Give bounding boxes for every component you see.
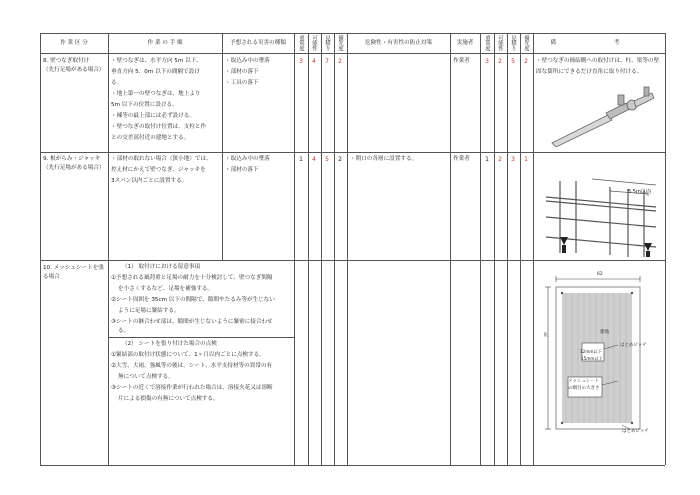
row8-step-8: との交差部付近の建地とする。 — [111, 135, 190, 141]
row8-step-7: ・壁つなぎの取付け位置は、支柱と作 — [111, 124, 207, 130]
row8-note-2: 固な箇所にできるだけ直角に取り付ける。 — [536, 69, 643, 75]
row8-hazard-1: ・取込み中の墜落 — [225, 58, 270, 64]
row8-estimate: 7 — [325, 58, 329, 65]
row8-severity: 3 — [299, 58, 303, 65]
row10-sub2: （2） シートを張り付けた場合の点検 — [122, 341, 217, 347]
col-rule-13 — [533, 33, 534, 465]
row9-likelihood-after: 2 — [498, 156, 502, 163]
row8-likelihood-after: 2 — [498, 58, 502, 65]
row8-step-3: る。 — [111, 80, 123, 86]
col-rule-9 — [480, 33, 481, 465]
row8-step-6: ・棟等の最上部には必ず設ける。 — [111, 113, 195, 119]
col-rule-7 — [347, 33, 348, 465]
row10-sub1: （1） 取付けにおける留意事項 — [122, 264, 201, 270]
row10-line1-2: を小さくするなど、足場を補強する。 — [118, 286, 214, 292]
col-rule-12 — [520, 33, 521, 465]
header-task-category: 作 業 区 分 — [60, 40, 88, 46]
row8-note-1: ・壁つなぎの締結側への取付けは、柱、梁等の堅 — [536, 58, 660, 64]
header-remarks: 備 考 — [550, 40, 648, 46]
col-rule-3 — [294, 33, 295, 465]
row9-hazard-1: ・取込み中の墜落 — [225, 156, 270, 162]
col-rule-8 — [450, 33, 451, 465]
row9-severity-after: 1 — [485, 156, 489, 163]
row10-line2-5: 片による損傷の有無について点検する。 — [118, 396, 219, 402]
rule-bottom — [40, 465, 665, 466]
col-rule-4 — [308, 33, 309, 465]
header-likelihood: 可能性 — [311, 35, 317, 52]
row10-line1-3: ②シート周囲を 35cm 以下の間隔で、隙間やたるみ等が生じない — [111, 297, 275, 303]
row9-fig-label: 5.5m以内 — [628, 189, 651, 195]
col-rule-6 — [334, 33, 335, 465]
row9-severity: 1 — [299, 156, 303, 163]
row9-step-1: ・部材の取れない場合（狭小地）では、 — [111, 156, 212, 162]
row10-line2-1: ①緊結部の取付け状態について、1ヶ月以内ごとに点検する。 — [111, 352, 265, 358]
row8-task: 8. 壁つなぎ取付け — [43, 58, 90, 64]
header-worker: 実施者 — [456, 40, 474, 46]
header-estimate-after: 見積り — [510, 35, 516, 52]
row9-priority-after: 1 — [524, 156, 528, 163]
row10-line1-5: ③シートの継合わせ部は、隙間が生じないように緊密に接合わせ — [111, 319, 273, 325]
rule-row8-bottom — [40, 152, 665, 153]
rule-header-bottom — [40, 53, 665, 54]
row8-priority: 2 — [338, 58, 342, 65]
rule-row9-bottom — [40, 260, 665, 261]
row9-task-note: （先行足場がある場合） — [43, 165, 105, 171]
row10-task: 10. メッシュシートを張 — [43, 265, 104, 271]
row9-step-3: 3スパン以内ごとに設置する。 — [111, 178, 188, 184]
header-measures: 危険性・有害性の防止対策 — [364, 40, 433, 46]
header-procedure: 作 業 の 手 順 — [147, 40, 183, 46]
row8-hazard-3: ・工具の落下 — [225, 80, 259, 86]
rule-row10-mid — [108, 337, 294, 338]
mesh-fig-pitch-1: 12mm以下 — [580, 349, 602, 354]
mesh-fig-mesh-1: メッシュシート — [568, 379, 600, 384]
rule-top — [40, 33, 665, 34]
row10-line1-4: ように足場に緊結する。 — [118, 308, 180, 314]
row10-line2-4: ③シートの近くで溶接作業が行われた場合は、溶接火花又は溶断 — [111, 385, 273, 391]
row9-worker: 作業者 — [453, 156, 470, 162]
row9-estimate: 5 — [325, 156, 329, 163]
header-estimate: 見積り — [324, 35, 330, 52]
col-rule-2 — [222, 33, 223, 260]
mesh-fig-tateji: 建地 — [600, 330, 609, 335]
header-priority-after: 優先度 — [523, 35, 529, 52]
row10-line1-1: ①予想される風荷重と足場の耐力を十分検討して、壁つなぎ間隔 — [111, 275, 273, 281]
row8-likelihood: 4 — [312, 58, 316, 65]
col-rule-10 — [494, 33, 495, 465]
header-priority: 優先度 — [337, 35, 343, 52]
row10-task-note: る場合 — [43, 274, 60, 280]
row8-task-note: （先行足場がある場合） — [43, 67, 105, 73]
row8-estimate-after: 5 — [511, 58, 515, 65]
col-rule-11 — [507, 33, 508, 465]
header-likelihood-after: 可能性 — [497, 35, 503, 52]
row8-step-2: 垂直方向 5．0m 以下の間隔で設け — [111, 69, 200, 75]
col-rule-1 — [108, 33, 109, 465]
row8-worker: 作業者 — [453, 58, 470, 64]
mesh-fig-grommet-pitch-2: はとめピッチ — [622, 429, 649, 434]
mesh-fig-mesh-2: の網目の大きさ — [568, 386, 600, 391]
row9-likelihood: 4 — [312, 156, 316, 163]
mesh-fig-grommet-pitch: はとめピッチ — [620, 343, 647, 348]
row9-step-2: 控え材にかえて壁つなぎ、ジャッキを — [111, 167, 206, 173]
mesh-fig-height: 長 — [543, 333, 548, 338]
row9-priority: 2 — [338, 156, 342, 163]
row9-hazard-2: ・部材の落下 — [225, 167, 259, 173]
col-rule-14 — [665, 33, 666, 465]
col-rule-5 — [321, 33, 322, 465]
row8-step-4: ・地上第一の壁つなぎは、地上より — [111, 91, 201, 97]
header-hazard-type: 予想される災害の種類 — [230, 40, 286, 46]
wall-tie-illustration — [548, 85, 658, 147]
row10-line1-6: る。 — [118, 328, 130, 334]
row8-step-1: ・壁つなぎは、水平方向 5m 以下、 — [111, 58, 202, 64]
mesh-fig-width: 62 — [597, 272, 603, 277]
row8-severity-after: 3 — [485, 58, 489, 65]
row10-line2-2: ②大雪、大雨、強風等の後は、シート、水平支持材等の異常の有 — [111, 363, 273, 369]
risk-assessment-sheet — [40, 33, 665, 465]
row8-step-5: 5m 以下の位置に設ける。 — [111, 102, 178, 108]
row9-measure: ・開口の各層に設置する。 — [350, 156, 418, 162]
row8-priority-after: 2 — [524, 58, 528, 65]
row8-hazard-2: ・部材の落下 — [225, 69, 259, 75]
header-severity-after: 重篤度 — [484, 35, 490, 52]
row9-task: 9. 根がらみ・ジャッキ — [43, 156, 101, 162]
row9-estimate-after: 3 — [511, 156, 515, 163]
row10-line2-3: 無について点検する。 — [118, 374, 174, 380]
header-severity: 重篤度 — [298, 35, 304, 52]
col-rule-0 — [40, 33, 41, 465]
mesh-fig-pitch-2: 15mm以下 — [581, 356, 603, 361]
scaffold-jack-illustration — [540, 173, 660, 257]
